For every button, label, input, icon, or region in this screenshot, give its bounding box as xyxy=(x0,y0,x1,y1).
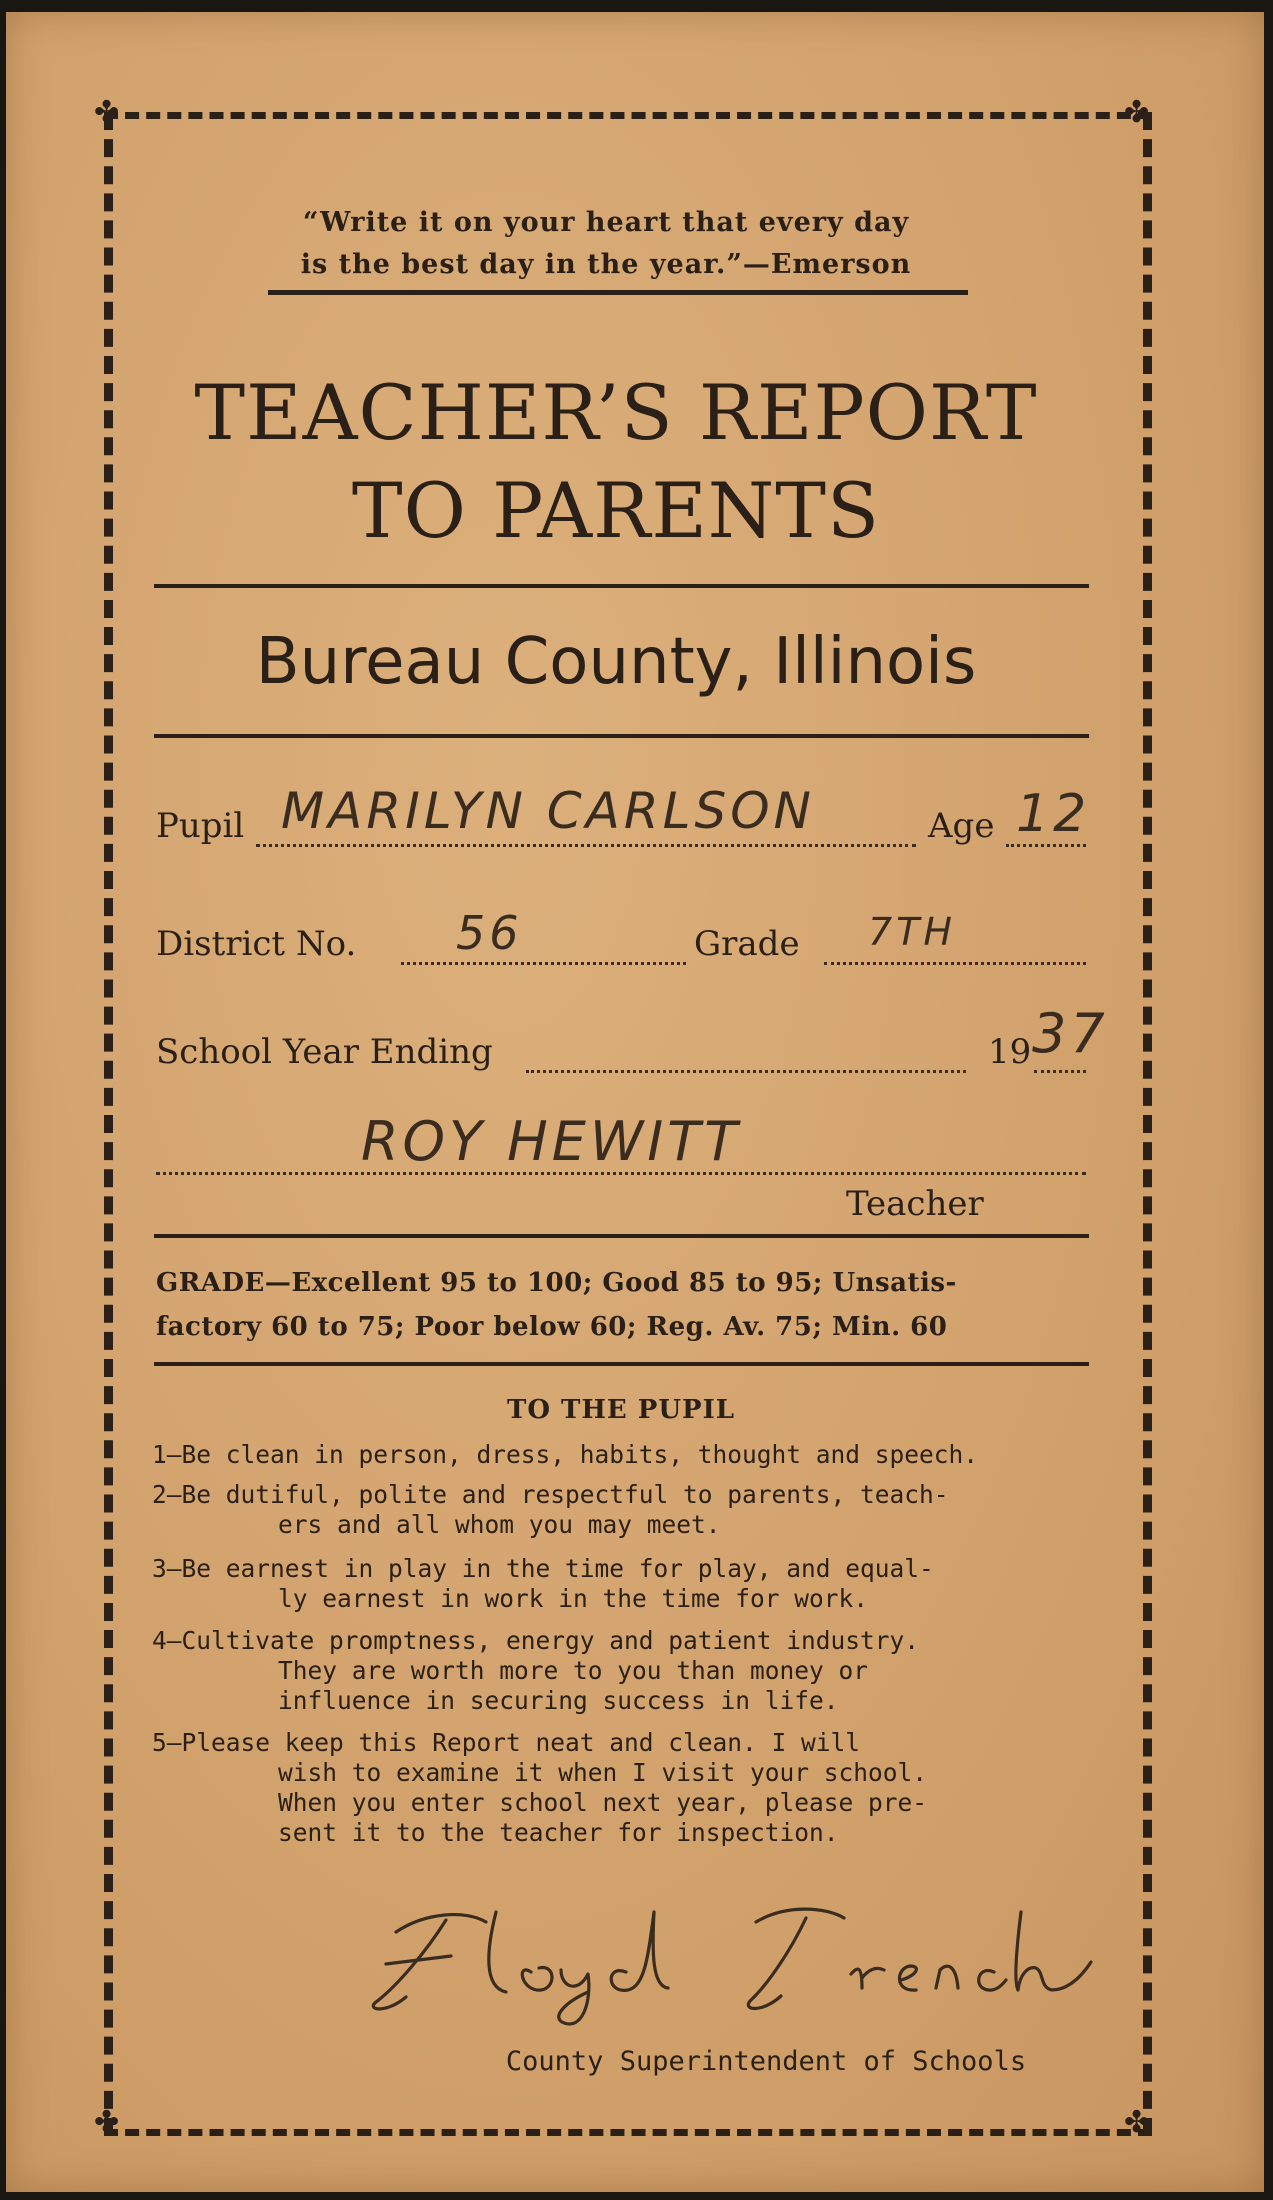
pupil-label: Pupil xyxy=(156,806,245,846)
rule-4-text: 4—Cultivate promptness, energy and patient industry. xyxy=(152,1626,920,1655)
quote-line-1: “Write it on your heart that every day xyxy=(302,207,910,238)
rule-5-text: 5—Please keep this Report neat and clean. I will xyxy=(152,1728,861,1757)
county-heading: Bureau County, Illinois xyxy=(255,625,977,699)
rule-item xyxy=(152,1480,1102,1540)
grading-scale-line-2: factory 60 to 75; Poor below 60; Reg. Av. 75; Min. 60 xyxy=(156,1312,948,1342)
age-label: Age xyxy=(928,806,995,846)
corner-ornament-icon: ✤ xyxy=(1124,2105,1150,2140)
year-handwritten: 37 xyxy=(1032,1002,1109,1065)
rule-item xyxy=(152,1626,1102,1716)
title-divider xyxy=(154,584,1089,588)
rule-5-continuation: wish to examine it when I visit your school. xyxy=(278,1758,928,1787)
grade-fill-line xyxy=(824,962,1086,965)
year-label: School Year Ending xyxy=(156,1032,493,1072)
superintendent-title: County Superintendent of Schools xyxy=(505,2046,1027,2077)
rule-item xyxy=(152,1554,1102,1614)
year-fill-line xyxy=(526,1070,966,1073)
pupil-name-handwritten: MARILYN CARLSON xyxy=(281,782,815,840)
corner-ornament-icon: ✤ xyxy=(1124,95,1150,130)
district-fill-line xyxy=(401,962,686,965)
district-label: District No. xyxy=(156,924,357,964)
grade-label: Grade xyxy=(694,924,800,964)
rule-2-text: 2—Be dutiful, polite and respectful to parents, teach- xyxy=(152,1480,949,1509)
pupil-fill-line xyxy=(256,844,916,847)
rule-4-continuation: They are worth more to you than money or xyxy=(278,1656,869,1685)
superintendent-signature xyxy=(356,1892,1116,2032)
rule-3-continuation: ly earnest in work in the time for work. xyxy=(278,1584,869,1613)
district-handwritten: 56 xyxy=(456,906,523,960)
year-prefix: 19 xyxy=(988,1032,1032,1072)
scale-divider xyxy=(154,1362,1089,1366)
county-divider xyxy=(154,734,1089,738)
rule-3-text: 3—Be earnest in play in the time for play, and equal- xyxy=(152,1554,934,1583)
corner-ornament-icon: ✤ xyxy=(94,95,120,130)
quote-line-2: is the best day in the year.”—Emerson xyxy=(300,249,912,280)
age-fill-line xyxy=(1006,844,1086,847)
year-suffix-fill-line xyxy=(1034,1070,1086,1073)
grading-scale-line-1: GRADE—Excellent 95 to 100; Good 85 to 95; Unsatis- xyxy=(156,1268,957,1298)
rule-5-continuation: When you enter school next year, please pre- xyxy=(278,1788,928,1817)
rule-2-continuation: ers and all whom you may meet. xyxy=(278,1510,721,1539)
title-line-1: TEACHER’S REPORT xyxy=(194,368,1038,457)
rule-1-text: 1—Be clean in person, dress, habits, thought and speech. xyxy=(152,1440,979,1469)
title-line-2: TO PARENTS xyxy=(351,466,881,555)
to-the-pupil-heading: TO THE PUPIL xyxy=(506,1395,736,1425)
teacher-label: Teacher xyxy=(846,1184,984,1224)
teacher-name-handwritten: ROY HEWITT xyxy=(361,1110,742,1173)
rule-item xyxy=(152,1440,1102,1470)
rule-4-continuation: influence in securing success in life. xyxy=(278,1686,839,1715)
rule-item xyxy=(152,1728,1102,1848)
age-handwritten: 12 xyxy=(1016,784,1091,844)
report-card xyxy=(6,12,1264,2192)
quote-underline xyxy=(268,290,968,295)
rule-5-continuation: sent it to the teacher for inspection. xyxy=(278,1818,839,1847)
teacher-divider xyxy=(154,1234,1089,1238)
grade-handwritten: 7TH xyxy=(868,910,956,954)
corner-ornament-icon: ✤ xyxy=(94,2105,120,2140)
